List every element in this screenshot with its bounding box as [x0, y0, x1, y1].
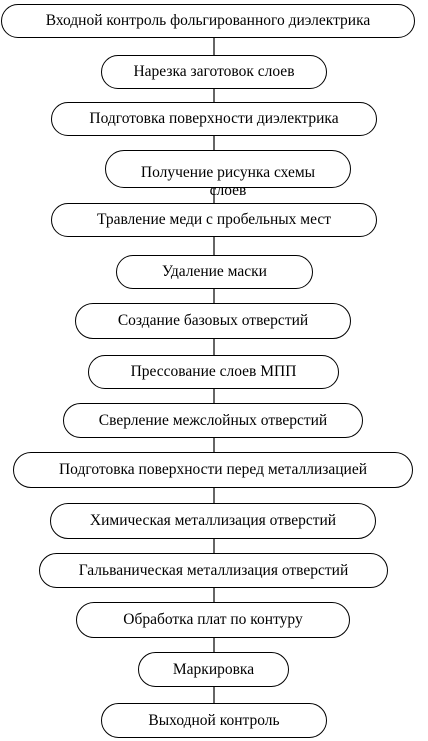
- step-circuit-pattern-line-1: Получение рисунка схемы: [140, 164, 316, 181]
- step-circuit-pattern-line-2: слоев: [209, 182, 247, 199]
- step-cutting-blanks: Нарезка заготовок слоев: [101, 55, 327, 89]
- step-galvanic-metallization: Гальваническая металлизация отверстий: [39, 553, 388, 588]
- step-base-holes: Создание базовых отверстий: [75, 303, 351, 339]
- step-marking: Маркировка: [138, 652, 289, 687]
- step-circuit-pattern: [105, 150, 351, 199]
- step-mask-removal: Удаление маски: [116, 255, 313, 289]
- step-interlayer-drilling: Сверление межслойных отверстий: [63, 403, 363, 438]
- step-final-inspection: Выходной контроль: [101, 703, 327, 738]
- step-incoming-inspection: Входной контроль фольгированного диэлектрика: [1, 4, 415, 38]
- step-contour-processing: Обработка плат по контуру: [76, 602, 350, 638]
- step-pre-metallization-prep: Подготовка поверхности перед металлизацией: [13, 452, 413, 488]
- step-chemical-metallization: Химическая металлизация отверстий: [50, 503, 376, 539]
- step-layer-pressing: Прессование слоев МПП: [88, 355, 339, 389]
- step-dielectric-surface-prep: Подготовка поверхности диэлектрика: [51, 102, 377, 136]
- step-copper-etching: Травление меди с пробельных мест: [51, 203, 377, 237]
